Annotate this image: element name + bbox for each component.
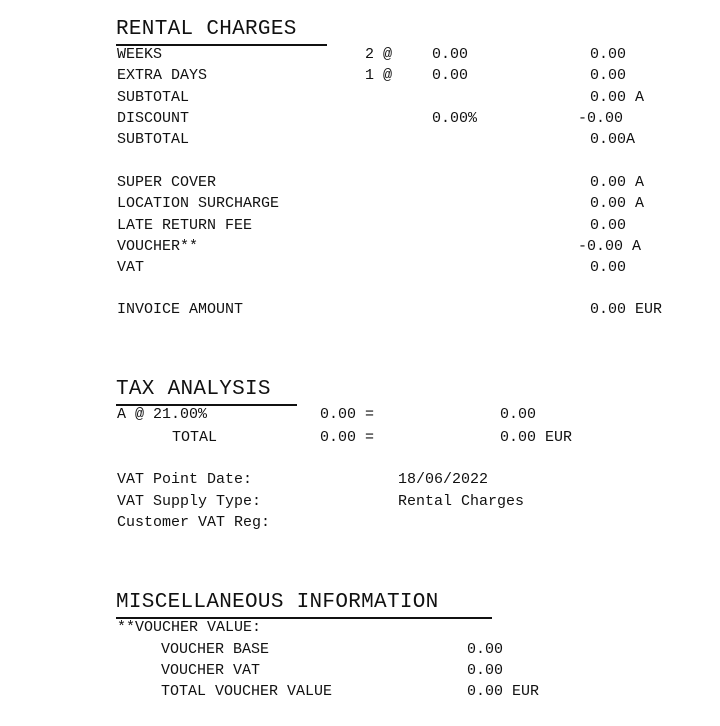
tax-total-base: 0.00 =	[320, 429, 375, 446]
extra-days-label: EXTRA DAYS	[117, 67, 208, 84]
late-return-fee-label: LATE RETURN FEE	[117, 217, 253, 234]
extra-days-qty: 1 @	[365, 67, 393, 84]
late-return-fee-amount: 0.00	[590, 217, 627, 234]
rental-charges-heading: RENTAL CHARGES	[116, 18, 297, 41]
subtotal-label: SUBTOTAL	[117, 89, 190, 106]
voucher-base-amount: 0.00	[467, 641, 504, 658]
subtotal-amount: 0.00A	[590, 131, 636, 148]
total-voucher-value-label: TOTAL VOUCHER VALUE	[161, 683, 333, 700]
location-surcharge-label: LOCATION SURCHARGE	[117, 195, 280, 212]
tax-row-a-amount: 0.00	[500, 406, 537, 423]
discount-amount: -0.00	[578, 110, 624, 127]
subtotal-label: SUBTOTAL	[117, 131, 190, 148]
extra-days-amount: 0.00	[590, 67, 627, 84]
weeks-label: WEEKS	[117, 46, 163, 63]
discount-rate: 0.00%	[432, 110, 478, 127]
customer-vat-reg-label: Customer VAT Reg:	[117, 514, 271, 531]
voucher-vat-label: VOUCHER VAT	[161, 662, 261, 679]
subtotal-amount: 0.00 A	[590, 89, 645, 106]
voucher-base-label: VOUCHER BASE	[161, 641, 270, 658]
vat-label: VAT	[117, 259, 145, 276]
invoice-amount-value: 0.00 EUR	[590, 301, 663, 318]
voucher-vat-amount: 0.00	[467, 662, 504, 679]
tax-row-a-label: A @ 21.00%	[117, 406, 208, 423]
tax-total-label: TOTAL	[172, 429, 218, 446]
vat-supply-type-label: VAT Supply Type:	[117, 493, 262, 510]
voucher-value-label: **VOUCHER VALUE:	[117, 619, 262, 636]
extra-days-rate: 0.00	[432, 67, 469, 84]
vat-point-date-label: VAT Point Date:	[117, 471, 253, 488]
vat-supply-type-value: Rental Charges	[398, 493, 525, 510]
discount-label: DISCOUNT	[117, 110, 190, 127]
weeks-qty: 2 @	[365, 46, 393, 63]
misc-information-heading: MISCELLANEOUS INFORMATION	[116, 591, 439, 614]
invoice-amount-label: INVOICE AMOUNT	[117, 301, 244, 318]
weeks-rate: 0.00	[432, 46, 469, 63]
super-cover-amount: 0.00 A	[590, 174, 645, 191]
voucher-label: VOUCHER**	[117, 238, 199, 255]
location-surcharge-amount: 0.00 A	[590, 195, 645, 212]
vat-point-date-value: 18/06/2022	[398, 471, 489, 488]
total-voucher-value-amount: 0.00 EUR	[467, 683, 540, 700]
tax-row-a-base: 0.00 =	[320, 406, 375, 423]
super-cover-label: SUPER COVER	[117, 174, 217, 191]
tax-analysis-heading: TAX ANALYSIS	[116, 378, 271, 401]
weeks-amount: 0.00	[590, 46, 627, 63]
tax-total-amount: 0.00 EUR	[500, 429, 573, 446]
voucher-amount: -0.00 A	[578, 238, 642, 255]
vat-amount: 0.00	[590, 259, 627, 276]
